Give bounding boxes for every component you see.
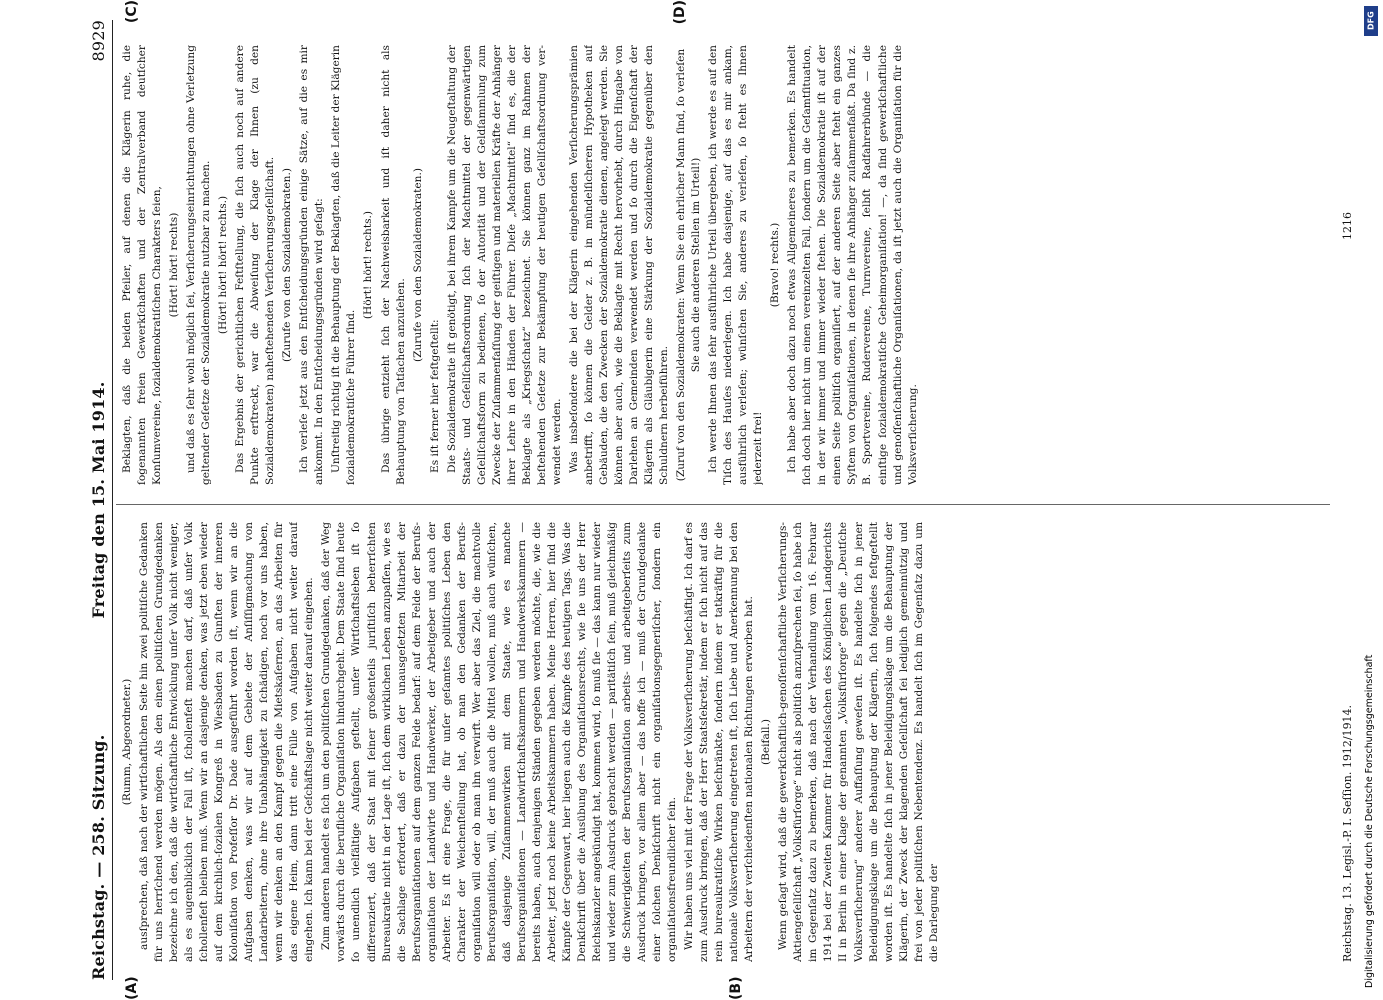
- paragraph: Beklagten, daß die beiden Pfeiler, auf denen die Klägerin ruhe, die ſogenannten freien Gewerkſchaften und der Zentralverband deutſcher Konſumvereine, ſozialdemokratiſchen Charakters ſeien,: [121, 45, 164, 485]
- margin-marker-b: (B): [728, 976, 744, 1000]
- speaker-note: (Rumm, Abgeordneter.): [121, 678, 133, 806]
- paragraph: Ich habe aber doch dazu noch etwas Allgemeineres zu bemerken. Es handelt ſich doch hier nicht um einen vereinzelten Fall, ſondern um die Geſamtſituation, in der wir immer und immer wieder ſtehen. Die Sozialdemokratie iſt auf der einen Seite politiſch organiſiert, auf der anderen Seite aber ſteht ein ganzes Syſtem von Organiſationen, in denen ſie ihre Anhänger zuſammenfaßt. Da ſind z. B. Sportvereine, Rudervereine, Turnvereine, ſelbſt Radfahrerbünde — die einſtige ſozialdemokratiſche Geheimorganiſation! —, da ſind gewerkſchaftliche und genoſſenſchaftliche Organiſationen, da iſt jetzt auch die Organiſation für die Volksverſicherung.: [786, 45, 919, 485]
- digitization-strip: [1364, 6, 1378, 990]
- interjection: (Zuruf von den Sozialdemokraten: Wenn Sie ein ehrlicher Mann ſind, ſo verleſen Sie auch die anderen Stellen im Urteil!): [675, 48, 703, 482]
- interjection: (Zurufe von den Sozialdemokraten.): [281, 168, 294, 362]
- header-session-title: Reichstag. — 258. Sitzung.: [89, 734, 108, 980]
- header-date: Freitag den 15. Mai 1914.: [89, 381, 108, 619]
- quote: Unſtreitig richtig iſt die Behauptung der Beklagten, daß die Leiter der Klägerin ſozialdemokratiſche Führer ſind.: [330, 45, 358, 485]
- quote: Die Sozialdemokratie iſt genötigt, bei ihrem Kampfe um die Neugeſtaltung der Staats- und Geſellſchaftsordnung ſich der Machtmittel der gegenwärtigen Geſellſchaftsform zu bedienen, ſo der Autorität und der Geldſammlung zum Zwecke der Zuſammenfaſſung der geiſtigen und materiellen Kräfte der Anhänger ihrer Lehre in den Händen der Führer. Dieſe „Machtmittel“ ſind es, die der Beklagte als „Kriegsſchatz“ bezeichnet. Sie können ganz im Rahmen der beſtehenden Geſetze zur Bekämpfung der heutigen Geſellſchaftsordnung verwendet werden.: [445, 45, 563, 485]
- digitization-note: Digitalisierung gefördert durch die Deutsche Forschungsgemeinschaft: [1364, 654, 1375, 988]
- paragraph: ausſprechen, daß nach der wirtſchaftlichen Seite hin zwei politiſche Gedanken für uns herrſchend werden mögen. Als den einen politiſchen Grundgedanken bezeichne ich den, daß die wirtſchaftliche Entwicklung unſer Volk nicht weniger, als es augenblicklich der Fall iſt, ſchollenfeſt machen darf, daß unſer Volk ſchollenfeſt bleiben muß. Wenn wir an dasjenige denken, was jetzt eben wieder auf dem kirchlich-ſozialen Kongreß in Wiesbaden zu Gunſten der inneren Koloniſation von Profeſſor Dr. Dade ausgeführt worden iſt, wenn wir an die Aufgaben denken, was wir auf dem Gebiete der Anſiſſigmachung von Landarbeitern, ohne ihre Unabhängigkeit zu ſchädigen, noch vor uns haben, wenn wir denken an den Kampf gegen die Mietskaſernen, an das Arbeiten für das eigene Heim, dann tritt eine Fülle von Aufgaben nicht weiter darauf eingehen. Ich kann bei der Geſchäftslage nicht weiter darauf eingehen.: [138, 522, 316, 962]
- footer-sheet-number: 1216: [1341, 212, 1354, 240]
- paragraph: Zum anderen handelt es ſich um den politiſchen Grundgedanken, daß der Weg vorwärts durch die berufliche Organiſation hindurchgeht. Dem Staate ſind heute ſo unendlich vielfältige Aufgaben geſtellt, unſer Wirtſchaftsleben iſt ſo differenziert, daß der Staat mit ſeiner großenteils juriſtiſch beherrſchten Bureaukratie nicht in der Lage iſt, ſich dem wirklichen Leben anzupaſſen, wie es die Sachlage erfordert, daß er dazu der unausgeſetzten Mitarbeit der Berufsorganiſationen auf dem ganzen Felde bedarf: auf dem Felde der Berufsorganiſation der Landwirte und Handwerker, der Arbeitgeber und auch der Arbeiter. Es iſt eine Frage, die für unſer geſamtes politiſches Leben den Charakter der Weichenſtellung hat, ob man den Gedanken der Berufsorganiſation will oder ob man ihn verwirft. Wer aber das Ziel, die machtvolle Berufsorganiſation, will, der muß auch die Mittel wollen, muß auch wünſchen, daß dasjenige Zuſammenwirken mit dem Staate, wie es manche Berufsorganiſationen — Landwirtſchaftskammern und Handwerkskammern — bereits haben, auch denjenigen Ständen gegeben werden möchte, die, wie die Arbeiter, jetzt noch keine Arbeitskammern haben. Meine Herren, hier ſind die Kämpfe der Gegenwart, hier liegen auch die Kämpfe des heutigen Tags. Was die Denkſchrift über die Ausübung des Organiſationsrechts, wie ſie uns der Herr Reichskanzler angekündigt hat, kommen wird, ſo muß ſie — das kann nur wieder und wieder zum Ausdruck gebracht werden — paritätiſch ſein, muß gleichmäßig die Schwierigkeiten der Berufsorganiſation arbeits- und arbeitgeberſeits zum Ausdruck bringen, vor allem aber — das hoffe ich — muß der Grundgedanke einer ſolchen Denkſchrift nicht ein organiſationsgegneriſcher, ſondern ein organiſationsfreundlicher ſein.: [320, 522, 679, 962]
- margin-marker-a: (A): [124, 976, 140, 1000]
- header-page-number: 8929: [89, 20, 108, 62]
- right-column: [120, 45, 1330, 485]
- rotated-document-page: [60, 0, 1360, 1000]
- interjection: (Hört! hört! hört! rechts.): [217, 195, 230, 335]
- footer-session-info: Reichstag. 13. Legisl.-P. I. Seſſion. 1912/1914.: [1341, 704, 1354, 962]
- paragraph: und daß es ſehr wohl möglich ſei, Verſicherungseinrichtungen ohne Verletzung geltender Geſetze der Sozialdemokratie nutzbar zu machen.: [185, 45, 213, 485]
- paragraph: Ich verleſe jetzt aus den Entſcheidungsgründen einige Sätze, auf die es mir ankommt. In den Entſcheidungsgründen wird geſagt:: [298, 45, 326, 485]
- column-divider: [116, 504, 1330, 505]
- quote: Was insbeſondere die bei der Klägerin eingehenden Verſicherungsprämien anbetrifft, ſo können die Gelder z. B. in mündelſicheren Hypotheken auf Gebäuden, die den Zwecken der Sozialdemokratie dienen, angelegt werden. Sie können aber auch, wie die Beklagte mit Recht hervorhebt, durch Hingabe von Darlehen an Gemeinden verwendet werden und ſo durch die Eigenſchaft der Klägerin als Gläubigerin eine Stärkung der Sozialdemokratie gegenüber den Schuldnern herbeiführen.: [567, 45, 671, 485]
- page-header: [60, 20, 113, 980]
- quote: Das übrige entzieht ſich der Nachweisbarkeit und iſt daher nicht als Behauptung von Tatſachen anzuſehen.: [379, 45, 407, 485]
- interjection: (Zurufe von den Sozialdemokraten.): [411, 168, 424, 362]
- interjection: (Bravo! rechts.): [769, 222, 782, 308]
- paragraph: Wir haben uns viel mit der Frage der Volksverſicherung beſchäftigt. Ich darf es zum Ausdruck bringen, daß der Herr Staatsſekretär, indem er ſich nicht auf das rein bureaukratiſche Wirken beſchränkte, ſondern indem er tatkräftig für die nationale Volksverſicherung eingetreten iſt, ſich Liebe und Anerkennung bei den Arbeitern der verſchiedenſten nationalen Richtungen erworben hat.: [683, 522, 756, 962]
- margin-marker-d: (D): [672, 0, 688, 25]
- margin-marker-c: (C): [124, 0, 140, 24]
- dfg-logo: DFG: [1364, 6, 1378, 36]
- interjection: (Hört! hört! rechts.): [362, 210, 375, 320]
- interjection: (Hört! hört! rechts): [168, 212, 181, 318]
- interjection: (Beifall.): [760, 718, 773, 766]
- paragraph: Ich werde Ihnen das ſehr ausführliche Urteil übergeben, ich werde es auf den Tiſch des Hauſes niederlegen. Ich habe dasjenige, auf das es mir ankam, ausführlich verleſen; wünſchen Sie, anderes zu verleſen, ſo ſteht es Ihnen jederzeit frei!: [707, 45, 765, 485]
- paragraph: Es iſt ferner hier feſtgeſtellt:: [428, 319, 441, 473]
- paragraph: Wenn geſagt wird, daß die gewerkſchaftlich-genoſſenſchaftliche Verſicherungs-Aktiengeſellſchaft „Volksfürſorge“ nicht als politiſch anzuſprechen ſei, ſo habe ich im Gegenſatz dazu zu bemerken, daß nach der Verhandlung vom 16. Februar 1914 bei der Zweiten Kammer für Handelsſachen des Königlichen Landgerichts II in Berlin in einer Klage der genannten „Volksfürſorge“ gegen die „Deutſche Volksverſicherung“ anderer Auffaſſung geweſen iſt. Es handelte ſich in jener Beleidigungsklage um die Behauptung der Klägerin, ſich folgendes feſtgeſtellt worden iſt. Es handelte ſich in jener Beleidigungsklage um die Behauptung der Klägerin, der Zweck der klagenden Geſellſchaft ſei lediglich gemeinnützig und frei von jeder politiſchen Nebentendenz. Es handelt ſich im Gegenſatz dazu um die Darlegung der: [777, 522, 940, 962]
- paragraph: Das Ergebnis der gerichtlichen Feſtſtellung, die ſich auch noch auf andere Punkte erſtreckt, war die Abweiſung der Klage der Ihnen (zu den Sozialdemokraten) naheſtehenden Verſicherungsgeſellſchaft.: [234, 45, 277, 485]
- left-column: [120, 522, 1330, 962]
